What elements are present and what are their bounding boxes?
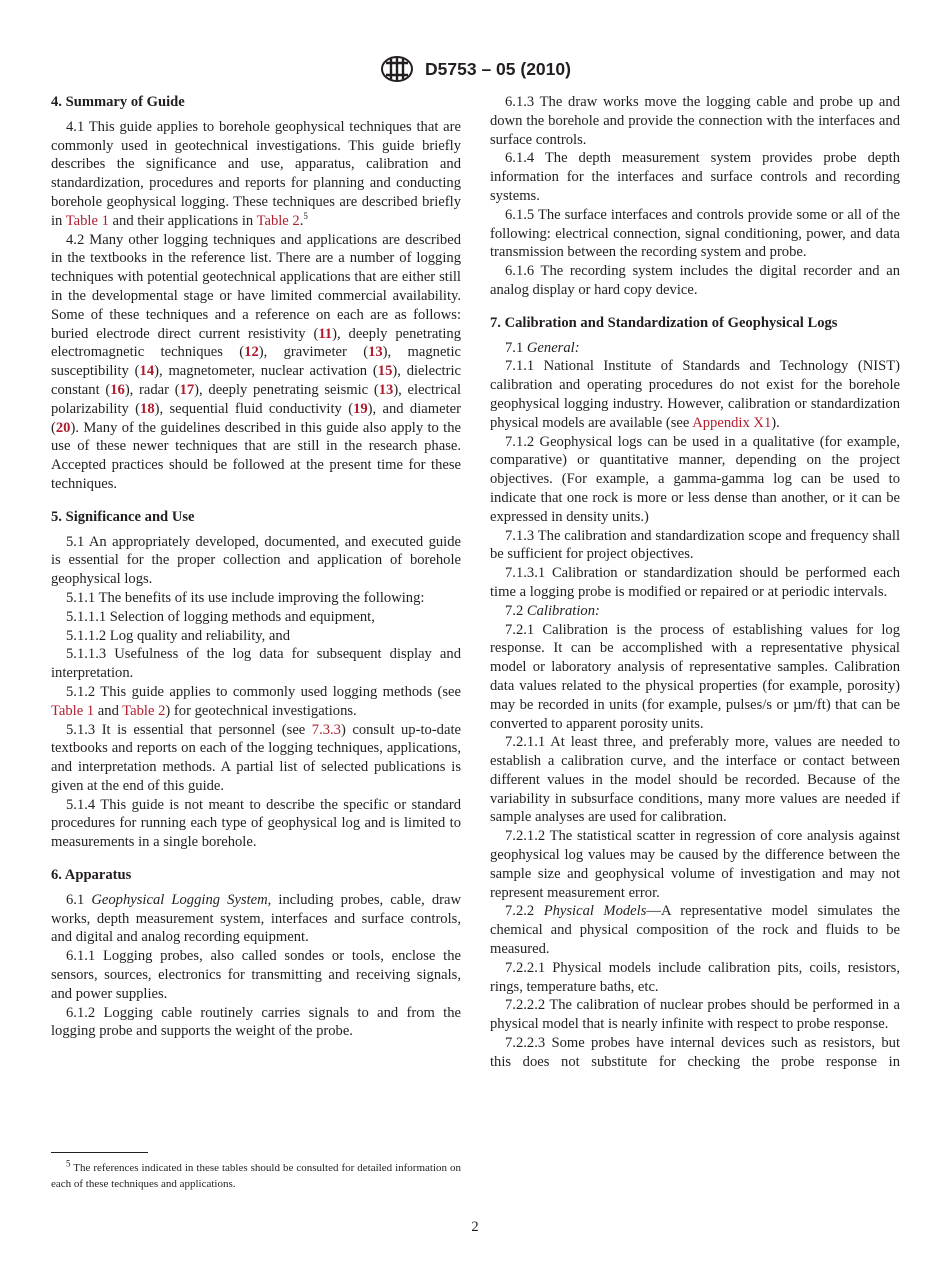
text-run: ), magnetic susceptibility ( xyxy=(51,344,462,380)
text-run: 7.2.2 xyxy=(505,903,544,920)
cross-reference-link[interactable]: Table 1 xyxy=(65,212,109,229)
paragraph xyxy=(51,796,461,852)
text-run: 6.1.2 Logging cable routinely carries signals to and from the logging probe and supports the weight of the probe. xyxy=(51,1004,461,1040)
text-run: ), and diameter ( xyxy=(51,400,461,436)
text-run: 5.1.1 The benefits of its use include improving the following: xyxy=(66,589,425,606)
paragraph xyxy=(51,721,461,796)
reference-citation-link[interactable]: 16 xyxy=(110,381,125,398)
reference-citation-link[interactable]: 12 xyxy=(244,344,259,361)
text-run: 7.2.1.1 At least three, and preferably more, values are needed to establish a calibration curve, and the interface or contact between different values in the model should be recorded. Because of the variability in subsurface conditions, many more values are needed if sample analyses are used for calibration. xyxy=(490,734,900,826)
paragraph xyxy=(51,533,461,589)
paragraph xyxy=(490,827,900,902)
footnote-divider xyxy=(51,1152,148,1153)
paragraph xyxy=(51,645,461,683)
text-run: ), deeply penetrating electromagnetic techniques ( xyxy=(51,325,461,361)
text-run: ) for geotechnical investigations. xyxy=(165,702,357,719)
text-run: 6.1 xyxy=(66,891,92,908)
paragraph xyxy=(490,357,900,432)
section-heading xyxy=(490,314,900,333)
footnote-text: The references indicated in these tables should be consulted for detailed information on each of these techniques and applications. xyxy=(51,1162,461,1190)
reference-citation-link[interactable]: 19 xyxy=(353,400,368,417)
text-run: ), gravimeter ( xyxy=(258,344,369,361)
text-run: 5.1.4 This guide is not meant to describe the specific or standard procedures for running each type of geophysical log and is limited to measurements in a single borehole. xyxy=(51,796,461,851)
paragraph xyxy=(51,608,461,627)
paragraph xyxy=(51,589,461,608)
text-run: ), radar ( xyxy=(124,381,180,398)
text-run: ) consult up-to-date textbooks and reports on each of the logging techniques, applications, and interpretation methods. A partial list of selected publications is given at the end of this guide. xyxy=(51,721,461,794)
astm-logo-icon xyxy=(379,55,415,83)
document-designation: D5753 – 05 (2010) xyxy=(425,58,571,79)
paragraph xyxy=(490,262,900,300)
reference-citation-link[interactable]: 15 xyxy=(377,363,393,380)
paragraph xyxy=(51,683,461,721)
text-run: including probes, cable, draw works, depth measurement system, interfaces and surface controls, and digital and analog recording equipment. xyxy=(51,891,462,946)
right-column xyxy=(490,93,900,1072)
text-run: 6.1.5 The surface interfaces and controls provide some or all of the following: electrical connection, signal conditioning, power, and data transmission between the recording system and probe. xyxy=(490,206,900,261)
paragraph xyxy=(490,902,900,958)
footnote xyxy=(51,1158,461,1192)
paragraph xyxy=(490,996,900,1034)
text-run: and xyxy=(94,702,123,719)
cross-reference-link[interactable]: Table 2 xyxy=(256,212,300,229)
paragraph xyxy=(490,733,900,827)
paragraph xyxy=(490,621,900,734)
reference-citation-link[interactable]: 13 xyxy=(368,344,383,361)
paragraph xyxy=(490,564,900,602)
cross-reference-link[interactable]: Table 2 xyxy=(122,702,166,719)
cross-reference-link[interactable]: 7.3.3 xyxy=(311,721,341,738)
text-run: ), deeply penetrating seismic ( xyxy=(194,381,379,398)
cross-reference-link[interactable]: Table 1 xyxy=(51,702,95,719)
text-run: 5.1.1.1 Selection of logging methods and equipment, xyxy=(66,608,375,625)
page-number: 2 xyxy=(471,1219,479,1235)
text-run: 5.1 An appropriately developed, documented, and executed guide is essential for the proper collection and application of borehole geophysical logs. xyxy=(51,533,461,588)
reference-citation-link[interactable]: 14 xyxy=(139,363,155,380)
paragraph xyxy=(490,339,900,358)
reference-citation-link[interactable]: 13 xyxy=(378,381,394,398)
text-run: Geophysical Logging System, xyxy=(91,891,272,908)
reference-citation-link[interactable]: 18 xyxy=(140,400,155,417)
text-run: and their applications in xyxy=(108,212,257,229)
text-run: 6.1.3 The draw works move the logging cable and probe up and down the borehole and provide the connection with the interfaces and surface controls. xyxy=(490,94,900,148)
text-run: 7.2 xyxy=(505,602,527,619)
text-run: 5.1.1.2 Log quality and reliability, and xyxy=(66,627,290,644)
text-run: 6.1.4 The depth measurement system provides probe depth information for the interfaces and surface controls and recording systems. xyxy=(490,150,900,204)
section-heading xyxy=(51,508,461,527)
text-run: Calibration: xyxy=(526,602,600,619)
text-run: . xyxy=(299,212,304,229)
reference-citation-link[interactable]: 20 xyxy=(55,419,71,436)
cross-reference-link[interactable]: Appendix X1 xyxy=(692,414,772,431)
text-run: 7.1 xyxy=(505,339,527,356)
text-run: ), magnetometer, nuclear activation ( xyxy=(154,363,378,380)
text-run: 5.1.2 This guide applies to commonly used logging methods (see xyxy=(66,683,461,700)
text-run: 7.2.2.2 The calibration of nuclear probes should be performed in a physical model that is nearly infinite with respect to probe response. xyxy=(490,997,900,1033)
paragraph xyxy=(51,118,461,231)
section-heading xyxy=(51,866,461,885)
text-run: 7.2.2.3 Some probes have internal devices such as resistors, but this does not substitute for checking the probe response in xyxy=(490,1035,900,1070)
text-run: —A representative model simulates the chemical and physical composition of the rock and fluids to be measured. xyxy=(490,903,900,958)
text-run: 7.1.1 National Institute of Standards and Technology (NIST) calibration and operating procedures do not exist for the borehole geophysical logging industry. However, calibration or standardization physical models are available (see xyxy=(490,358,900,431)
text-run: 5.1.1.3 Usefulness of the log data for subsequent display and interpretation. xyxy=(51,646,461,682)
text-run: Physical Models xyxy=(543,903,647,920)
footnote-reference[interactable]: 5 xyxy=(303,210,308,221)
section-heading xyxy=(51,93,461,112)
text-run: ). xyxy=(771,414,780,431)
reference-citation-link[interactable]: 17 xyxy=(179,381,195,398)
text-run: 7. Calibration and Standardization of Geophysical Logs xyxy=(490,314,838,331)
reference-citation-link[interactable]: 11 xyxy=(318,325,333,342)
text-run: 7.1.3.1 Calibration or standardization should be performed each time a logging probe is modified or repaired or at periodic intervals. xyxy=(490,565,900,600)
text-run: ), sequential fluid conductivity ( xyxy=(154,400,354,417)
paragraph xyxy=(490,433,900,527)
paragraph xyxy=(490,206,900,262)
text-run: 5.1.3 It is essential that personnel (see xyxy=(66,721,312,738)
text-run: 6.1.6 The recording system includes the digital recorder and an analog display or hard copy device. xyxy=(490,263,900,298)
page-header xyxy=(0,55,950,83)
text-run: ), electrical polarizability ( xyxy=(51,381,461,417)
left-column xyxy=(51,93,461,1041)
text-run: 4.2 Many other logging techniques and applications are described in the textbooks in the reference list. There are a number of logging techniques with potential geotechnical applications that are either still in the developmental stage or have limited commercial availability. Some of these techniques and a reference on each are as follows: buried electrode direct current resistivity ( xyxy=(51,231,461,342)
text-run: ). Many of the guidelines described in this guide also apply to the use of these newer techniques that are still in the research phase. Accepted practices should be followed at the present time for these techniques. xyxy=(51,419,461,492)
paragraph xyxy=(51,891,461,947)
paragraph xyxy=(51,1004,461,1042)
text-run: 5. Significance and Use xyxy=(51,508,195,525)
paragraph xyxy=(490,149,900,205)
paragraph xyxy=(490,959,900,997)
paragraph xyxy=(490,527,900,565)
text-run: 7.2.2.1 Physical models include calibration pits, coils, resistors, rings, temperature baths, etc. xyxy=(490,959,900,995)
paragraph xyxy=(51,947,461,1003)
footnote-mark: 5 xyxy=(66,1158,71,1169)
text-run: 4. Summary of Guide xyxy=(51,94,185,110)
paragraph xyxy=(51,231,461,494)
text-run: 6.1.1 Logging probes, also called sondes or tools, enclose the sensors, sources, electronics for transmitting and receiving signals, and power supplies. xyxy=(51,948,461,1002)
text-run: 7.2.1.2 The statistical scatter in regression of core analysis against geophysical log values may be caused by the difference between the sample size and geophysical volume of investigation and may not represent measurement error. xyxy=(490,828,900,901)
text-run: 6. Apparatus xyxy=(51,867,132,884)
text-run: 7.1.3 The calibration and standardization scope and frequency shall be sufficient for project objectives. xyxy=(490,527,900,563)
text-run: 7.1.2 Geophysical logs can be used in a qualitative (for example, comparative) or quantitative manner, depending on the project objectives. (For example, a gamma-gamma log can be used to indicate that one rock is more or less dense than another, or it can be expressed in density units.) xyxy=(490,433,900,525)
paragraph xyxy=(490,1034,900,1072)
text-run: 4.1 This guide applies to borehole geophysical techniques that are commonly used in geotechnical investigations. This guide briefly describes the significance and use, apparatus, calibration and standardization, procedures and reports for planning and conducting borehole geophysical logging. These techniques are described briefly in xyxy=(51,118,461,229)
text-run: ), dielectric constant ( xyxy=(51,363,461,398)
paragraph xyxy=(490,93,900,149)
text-run: General: xyxy=(526,339,580,356)
text-run: 7.2.1 Calibration is the process of establishing values for log response. It can be accomplished with a representative physical model or laboratory analysis of representative samples. Calibration data values related to the physical properties (for example, porosity) may be recorded in units (for example, pulses/s or µm/ft) that can be converted to apparent porosity units. xyxy=(490,621,900,732)
paragraph xyxy=(51,627,461,646)
paragraph xyxy=(490,602,900,621)
